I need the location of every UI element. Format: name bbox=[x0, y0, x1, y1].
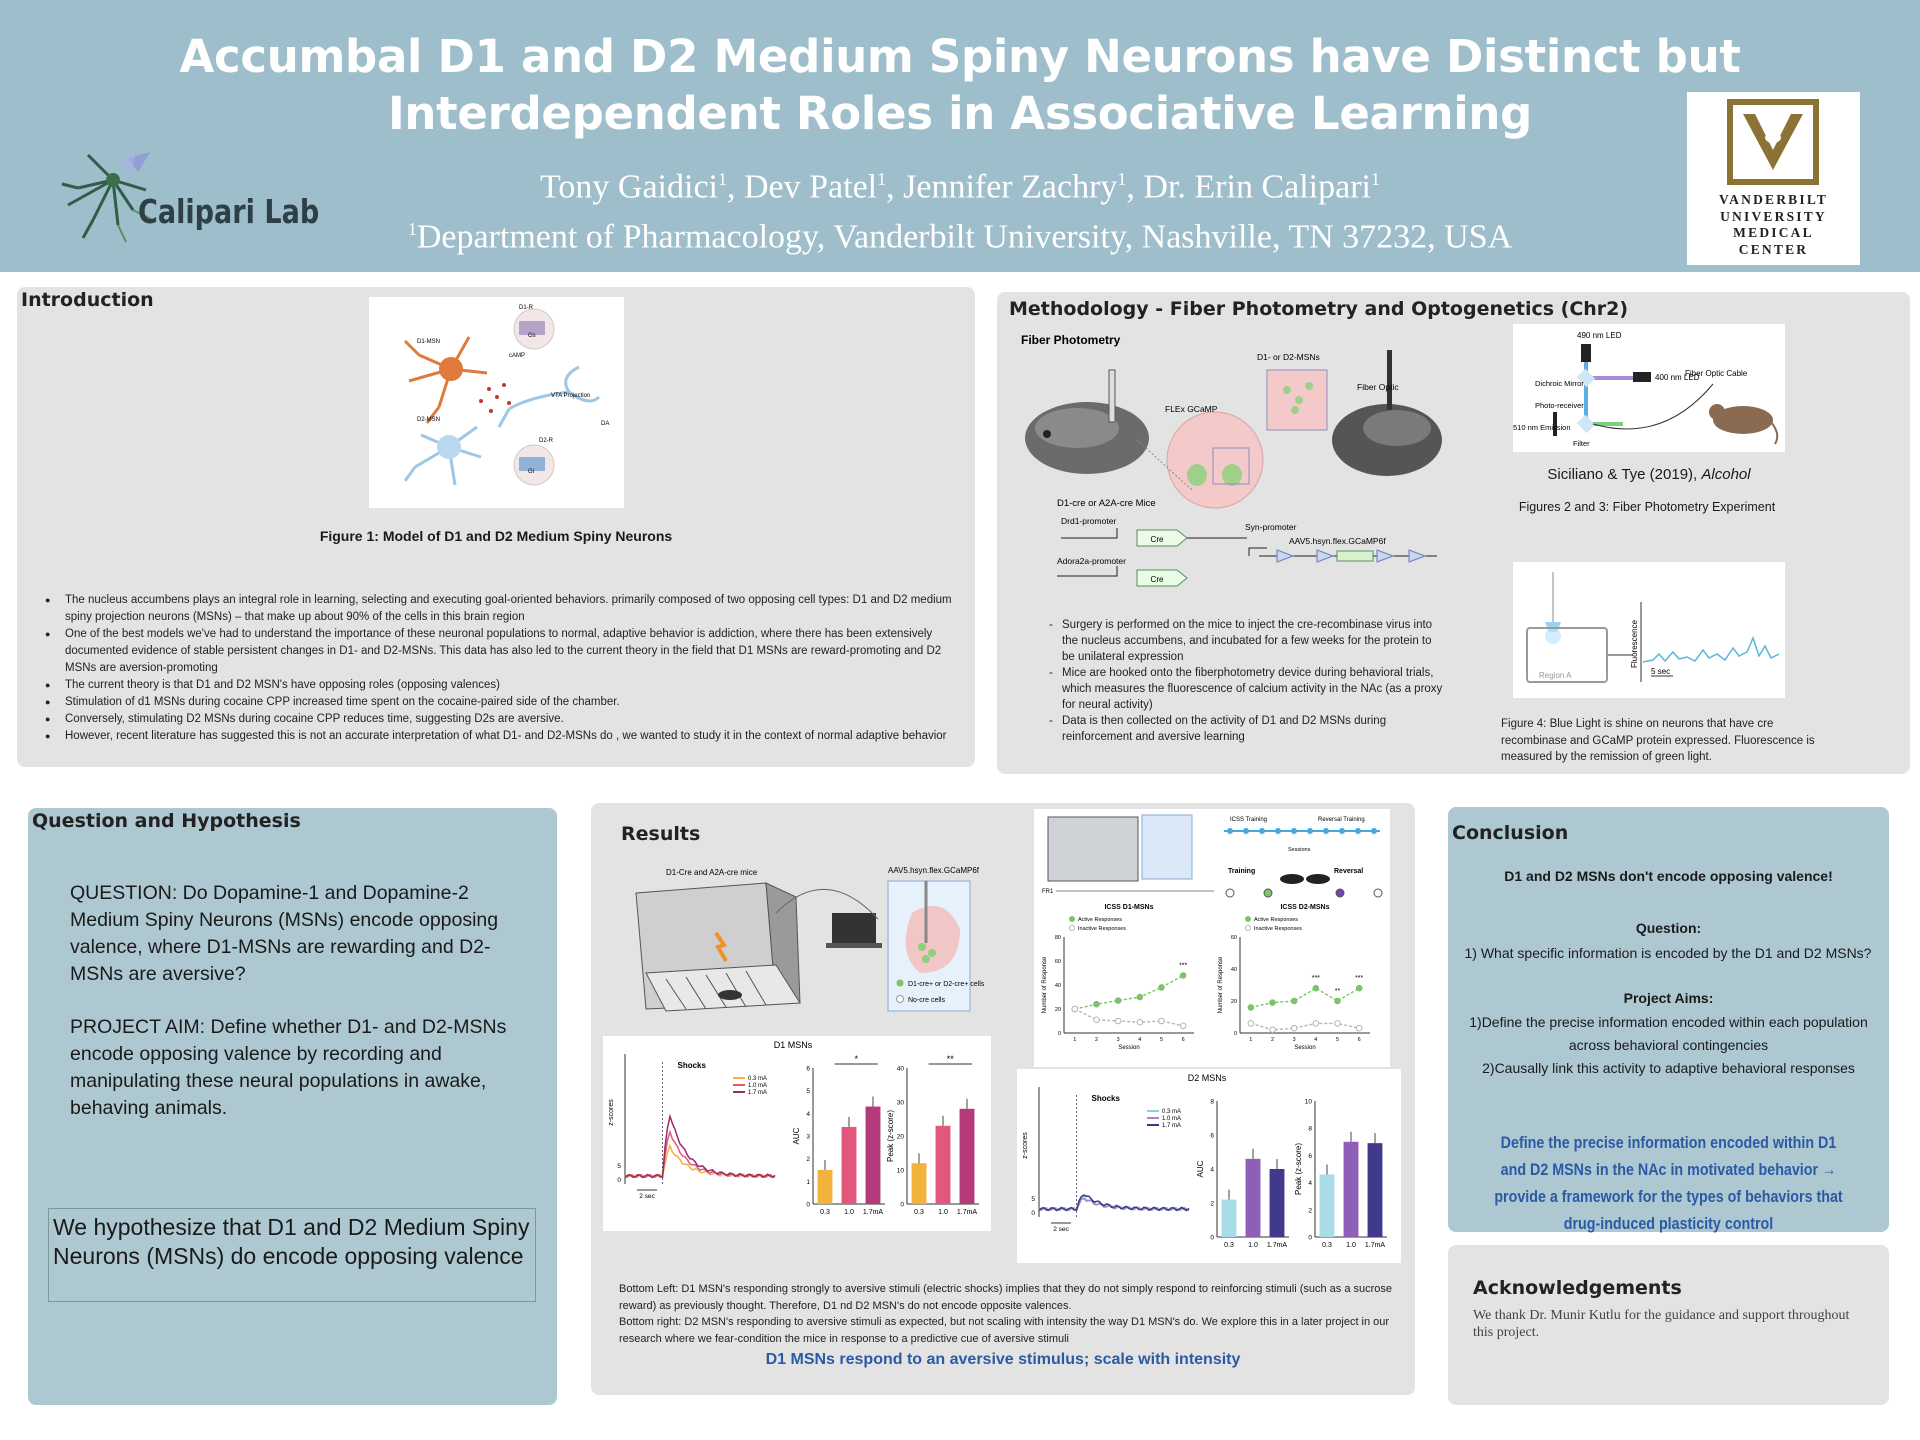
chart-icss-d1 bbox=[1042, 904, 1194, 1051]
bar bbox=[866, 1107, 881, 1204]
data-point bbox=[1159, 1018, 1165, 1024]
legend-label: Active Responses bbox=[1078, 917, 1123, 923]
legend-label: 0.3 mA bbox=[1162, 1109, 1182, 1115]
fig1-label-gi: Gi bbox=[528, 469, 534, 475]
hypothesis-box: We hypothesize that D1 and D2 Medium Spiny Neurons (MSNs) do encode opposing valence bbox=[48, 1208, 536, 1302]
fig1-label-d2msn: D2-MSN bbox=[417, 417, 441, 423]
author-list: Tony Gaidici$^1$, Dev Patel$^1$, Jennifer Zachry$^1$, Dr. Erin Calipari$^1$ bbox=[540, 168, 1380, 206]
results-key-finding: D1 MSNs respond to an aversive stimulus; scale with intensity bbox=[765, 1351, 1241, 1368]
legend-label: 1.7 mA bbox=[1162, 1123, 1182, 1129]
bar bbox=[1344, 1142, 1359, 1237]
fig1-label-d2r: D2-R bbox=[539, 438, 554, 444]
y-tick-label: 0 bbox=[1308, 1234, 1312, 1242]
scale-bar-label: 2 sec bbox=[639, 1193, 655, 1200]
results-caption-bottom-right: Bottom right: D2 MSN's responding to aversive stimuli as expected, but not scaling with intensity the way D1 MSN's do. We explore this in a later project in our research where we fear-condition the mice in response to a predictive cue of aversive stimuli bbox=[619, 1316, 1390, 1345]
fp-label-cre: Cre bbox=[1150, 535, 1164, 544]
introduction-title: Introduction bbox=[21, 289, 154, 311]
fig4-label-sec: 5 sec bbox=[1651, 667, 1671, 676]
icss-figure bbox=[1034, 809, 1390, 1067]
bar bbox=[1222, 1200, 1237, 1237]
project-aim: PROJECT AIM: Define whether D1- and D2-MSNs encode opposing valence by recording and manipulating these neural populations in awake, behaving animals. bbox=[70, 1016, 507, 1119]
data-point bbox=[1248, 1005, 1254, 1011]
vumc-line: UNIVERSITY bbox=[1720, 208, 1827, 224]
bar bbox=[912, 1163, 927, 1204]
x-tick-label: 6 bbox=[1357, 1037, 1361, 1043]
fig1-label-da: DA bbox=[601, 421, 610, 427]
y-tick-label: 10 bbox=[896, 1167, 904, 1175]
data-point bbox=[1270, 1000, 1276, 1006]
legend-label: Inactive Responses bbox=[1078, 926, 1126, 932]
conclusion-headline: D1 and D2 MSNs don't encode opposing valence! bbox=[1504, 868, 1833, 884]
data-point bbox=[1137, 1019, 1143, 1025]
vumc-line: VANDERBILT bbox=[1718, 192, 1829, 207]
chart-subtitle: Shocks bbox=[677, 1061, 706, 1070]
y-tick-label: 3 bbox=[806, 1133, 810, 1141]
x-tick-label: 3 bbox=[1292, 1037, 1296, 1043]
x-tick-label: 0.3 bbox=[1322, 1242, 1332, 1249]
results-title: Results bbox=[621, 823, 701, 845]
fluorescence-trace-illustration bbox=[1513, 562, 1785, 698]
figures-2-3-caption: Figures 2 and 3: Fiber Photometry Experiment bbox=[1518, 500, 1776, 514]
icss-label-reversal-training: Reversal Training bbox=[1318, 817, 1365, 823]
citation bbox=[1513, 466, 1785, 483]
fp-label-syn: Syn-promoter bbox=[1245, 522, 1297, 532]
legend-marker bbox=[1246, 917, 1251, 922]
conclusion-statement: Define the precise information encoded within D1 and D2 MSNs in the NAc in motivated behavior → provide a framework for the types of behaviors that drug-induced plasticity control bbox=[1494, 1133, 1843, 1233]
acknowledgements-text: We thank Dr. Munir Kutlu for the guidance and support throughout this project. bbox=[1473, 1308, 1850, 1340]
fp-diagram-illustration bbox=[1017, 330, 1447, 605]
conclusion-question-text: 1) What specific information is encoded by the D1 and D2 MSNs? bbox=[1464, 945, 1872, 961]
bar bbox=[818, 1170, 833, 1204]
data-point bbox=[1291, 998, 1297, 1004]
data-point bbox=[1072, 1006, 1078, 1012]
results-caption-bottom-left: Bottom Left: D1 MSN's responding strongly to aversive stimuli (electric shocks) implies that they do not simply respond to reinforcing stimuli (such as a sucrose reward) as previously thought. Therefore, D1 nd D2 MSN's do not encode opposite valences. bbox=[619, 1283, 1393, 1312]
fp-label-aav: AAV5.hsyn.flex.GCaMP6f bbox=[1289, 536, 1386, 546]
x-tick-label: 0.3 bbox=[1224, 1242, 1234, 1249]
fp-label-mice: D1-cre or A2A-cre Mice bbox=[1057, 498, 1156, 509]
x-tick-label: 2 bbox=[1270, 1037, 1275, 1043]
y-tick-label: 2 bbox=[806, 1156, 810, 1164]
series-line bbox=[625, 1146, 775, 1178]
methodology-title: Methodology - Fiber Photometry and Optogenetics (Chr2) bbox=[1009, 298, 1629, 320]
icss-label-sessions: Sessions bbox=[1288, 847, 1311, 853]
methodology-bullets bbox=[1047, 617, 1447, 745]
shock-chamber-illustration bbox=[626, 853, 985, 1013]
bar bbox=[1368, 1143, 1383, 1237]
legend-label: 1.0 mA bbox=[748, 1083, 768, 1089]
y-axis-label: Peak (z-score) bbox=[886, 1109, 895, 1163]
x-tick-label: 1 bbox=[1249, 1037, 1253, 1043]
y-tick-label: 10 bbox=[1304, 1098, 1312, 1106]
list-item: - Mice are hooked onto the fiberphotometry device during behavioral trials, which measures the fluorescence of calcium activity in the NAc (as a proxy for neural activity) bbox=[1047, 665, 1447, 713]
vanderbilt-shield-icon bbox=[1687, 92, 1860, 192]
y-tick-label: 4 bbox=[1308, 1180, 1312, 1188]
conclusion-aim-1: 1)Define the precise information encoded within each population across behavioral contingencies bbox=[1469, 1014, 1868, 1053]
y-tick-label: 5 bbox=[1031, 1196, 1035, 1203]
results-label-cells-pos: D1-cre+ or D2-cre+ cells bbox=[908, 981, 985, 988]
bar bbox=[960, 1109, 975, 1204]
calipari-lab-logo bbox=[58, 150, 318, 250]
data-point bbox=[1313, 985, 1319, 991]
legend-label: Inactive Responses bbox=[1254, 926, 1302, 932]
y-tick-label: 6 bbox=[806, 1065, 810, 1073]
y-tick-label: 0 bbox=[1057, 1031, 1061, 1037]
icss-label-fr1: FR1 bbox=[1042, 889, 1054, 895]
vumc-line: MEDICAL bbox=[1733, 225, 1814, 240]
data-point bbox=[1335, 1021, 1341, 1027]
author-name: Jennifer Zachry bbox=[903, 168, 1118, 206]
series-line bbox=[1075, 1009, 1183, 1026]
chart-title: D2 MSNs bbox=[1187, 1073, 1227, 1083]
author-name: Tony Gaidici bbox=[540, 168, 718, 206]
fp-label-msns: D1- or D2-MSNs bbox=[1257, 352, 1320, 362]
y-tick-label: 8 bbox=[1210, 1098, 1214, 1106]
data-point bbox=[1356, 985, 1362, 991]
y-axis-label: z-scores bbox=[608, 1099, 615, 1126]
fp-diagram-title: Fiber Photometry bbox=[1021, 333, 1121, 347]
shock-chamber-figure bbox=[626, 853, 985, 1013]
significance-marker: *** bbox=[1179, 962, 1188, 970]
x-tick-label: 1.0 bbox=[938, 1209, 948, 1216]
list-item: ● Conversely, stimulating D2 MSNs during cocaine CPP reduces time, suggesting D2s are aversive. bbox=[35, 711, 955, 728]
chart-icss-d2 bbox=[1218, 904, 1370, 1051]
data-point bbox=[1180, 1023, 1186, 1029]
y-tick-label: 60 bbox=[1054, 959, 1061, 965]
research-question: QUESTION: Do Dopamine-1 and Dopamine-2 Medium Spiny Neurons (MSNs) encode opposing valence, where D1-MSNs are rewarding and D2-MSNs are aversive? bbox=[70, 882, 499, 985]
bar bbox=[1320, 1174, 1335, 1237]
bar bbox=[936, 1126, 951, 1204]
bar bbox=[842, 1127, 857, 1204]
y-tick-label: 40 bbox=[1230, 967, 1237, 973]
y-tick-label: 5 bbox=[806, 1088, 810, 1096]
affiliation bbox=[300, 208, 1620, 258]
figure-4-caption: Figure 4: Blue Light is shine on neurons that have cre recombinase and GCaMP protein expressed. Fluorescence is measured by the remission of green light. bbox=[1501, 718, 1815, 763]
legend-marker bbox=[1070, 926, 1075, 931]
chart-subtitle: Shocks bbox=[1091, 1094, 1120, 1103]
fig1-label-gs: Gs bbox=[528, 333, 536, 339]
data-point bbox=[1180, 973, 1186, 979]
x-tick-label: 4 bbox=[1138, 1037, 1142, 1043]
fig1-label-d1msn: D1-MSN bbox=[417, 339, 441, 345]
fig1-label-d1r: D1-R bbox=[519, 305, 534, 311]
series-line bbox=[625, 1132, 775, 1177]
y-axis-label: Number of Response bbox=[1218, 956, 1224, 1014]
fp-label-fiber-optic: Fiber Optic bbox=[1357, 382, 1399, 392]
significance-marker: *** bbox=[1355, 975, 1364, 983]
data-point bbox=[1115, 1018, 1121, 1024]
d2-shock-figure bbox=[1017, 1069, 1401, 1263]
data-point bbox=[1094, 1001, 1100, 1007]
list-item: - Surgery is performed on the mice to inject the cre-recombinase virus into the nucleus accumbens, and incubated for a few weeks for the protein to be unilateral expression bbox=[1047, 617, 1447, 665]
figure-1-msn-model bbox=[369, 297, 624, 508]
y-tick-label: 1 bbox=[806, 1178, 810, 1186]
figure-4-fluorescence bbox=[1513, 562, 1785, 698]
setup-label-led490: 490 nm LED bbox=[1577, 331, 1622, 340]
fp-label-cre-2: Cre bbox=[1150, 575, 1164, 584]
y-tick-label: 40 bbox=[896, 1065, 904, 1073]
d1-shock-figure bbox=[603, 1036, 991, 1231]
legend-marker bbox=[1246, 926, 1251, 931]
list-item: ● One of the best models we've had to understand the importance of these neuronal populations to normal, adaptive behavior is addiction, where there has been extensively documented evidence of stable persistent changes in D1- and D2-MSNs. This data has also led to the current theory in the field that D1 MSNs are reward-promoting and D2 MSNs are aversion-promoting bbox=[35, 626, 955, 677]
y-tick-label: 4 bbox=[1210, 1166, 1214, 1174]
fp-label-adora: Adora2a-promoter bbox=[1057, 556, 1126, 566]
y-tick-label: 30 bbox=[896, 1099, 904, 1107]
x-axis-label: Session bbox=[1118, 1045, 1140, 1051]
list-item: - Data is then collected on the activity of D1 and D2 MSNs during reinforcement and aversive learning bbox=[1047, 713, 1447, 745]
x-tick-label: 1.7mA bbox=[862, 1209, 884, 1216]
conclusion-question-label: Question: bbox=[1635, 920, 1702, 936]
results-panel bbox=[591, 803, 1415, 1395]
setup-label-filter: Filter bbox=[1573, 439, 1590, 448]
significance-marker: ** bbox=[946, 1054, 954, 1064]
x-tick-label: 2 bbox=[1094, 1037, 1099, 1043]
fig1-label-vta: VTA Projection bbox=[551, 393, 591, 399]
question-hypothesis-title: Question and Hypothesis bbox=[32, 810, 301, 832]
x-tick-label: 1.7mA bbox=[1266, 1242, 1288, 1249]
data-point bbox=[1094, 1017, 1100, 1023]
chart-title: ICSS D1-MSNs bbox=[1104, 904, 1154, 911]
y-axis-label: AUC bbox=[792, 1127, 801, 1145]
significance-marker: ** bbox=[1334, 988, 1341, 995]
data-point bbox=[1270, 1027, 1276, 1033]
list-item: ● Stimulation of d1 MSNs during cocaine CPP increased time spent on the cocaine-paired side of the chamber. bbox=[35, 694, 955, 711]
y-tick-label: 0 bbox=[806, 1201, 810, 1209]
poster-header bbox=[0, 0, 1920, 272]
setup-label-led400: 400 nm LED bbox=[1655, 373, 1700, 382]
author-affil: 1 bbox=[1117, 169, 1127, 189]
data-point bbox=[1356, 1025, 1362, 1031]
y-tick-label: 6 bbox=[1210, 1132, 1214, 1140]
y-tick-label: 2 bbox=[1210, 1200, 1214, 1208]
results-caption bbox=[619, 1281, 1399, 1347]
series-line bbox=[625, 1116, 775, 1177]
conclusion-panel bbox=[1448, 807, 1889, 1232]
data-point bbox=[1137, 994, 1143, 1000]
y-axis-label: Number of Response bbox=[1042, 956, 1048, 1014]
conclusion-aims-label: Project Aims: bbox=[1623, 990, 1714, 1006]
data-point bbox=[1291, 1025, 1297, 1031]
legend-marker bbox=[1070, 917, 1075, 922]
x-tick-label: 1.7mA bbox=[956, 1209, 978, 1216]
introduction-panel bbox=[17, 287, 975, 767]
significance-marker: * bbox=[854, 1054, 858, 1064]
conclusion-aim-2: 2)Causally link this activity to adaptive behavioral responses bbox=[1482, 1060, 1855, 1076]
setup-label-emission: 510 nm Emission bbox=[1513, 423, 1571, 432]
conclusion-question bbox=[1458, 942, 1878, 965]
x-tick-label: 6 bbox=[1181, 1037, 1185, 1043]
acknowledgements-title: Acknowledgements bbox=[1473, 1277, 1682, 1299]
x-tick-label: 4 bbox=[1314, 1037, 1318, 1043]
lab-logo-text: Calipari Lab bbox=[138, 192, 320, 231]
legend-label: 1.7 mA bbox=[748, 1090, 768, 1096]
x-tick-label: 1.0 bbox=[844, 1209, 854, 1216]
series-line bbox=[1251, 1023, 1359, 1029]
list-item: ● The current theory is that D1 and D2 MSN's have opposing roles (opposing valences) bbox=[35, 677, 955, 694]
setup-label-dichroic: Dichroic Mirror bbox=[1535, 379, 1584, 388]
y-tick-label: 60 bbox=[1230, 935, 1237, 941]
x-tick-label: 5 bbox=[1335, 1037, 1340, 1043]
y-tick-label: 20 bbox=[896, 1133, 904, 1141]
author-block bbox=[300, 158, 1620, 259]
x-axis-label: Session bbox=[1294, 1045, 1316, 1051]
y-tick-label: 0 bbox=[1031, 1210, 1035, 1217]
data-point bbox=[1335, 998, 1341, 1004]
y-tick-label: 0 bbox=[900, 1201, 904, 1209]
msn-model-illustration bbox=[369, 297, 624, 508]
results-label-cells-neg: No-cre cells bbox=[908, 997, 945, 1004]
fiber-photometry-diagram bbox=[1017, 330, 1447, 605]
series-line bbox=[1075, 975, 1183, 1009]
x-tick-label: 1 bbox=[1073, 1037, 1077, 1043]
icss-label-training: ICSS Training bbox=[1230, 817, 1268, 823]
fp-setup-illustration bbox=[1513, 324, 1785, 452]
d2-shock-charts bbox=[1017, 1069, 1401, 1263]
fiber-photometry-setup-figure bbox=[1513, 324, 1785, 452]
y-tick-label: 8 bbox=[1308, 1125, 1312, 1133]
y-axis-label: Peak (z-score) bbox=[1294, 1142, 1303, 1196]
vumc-logo bbox=[1687, 92, 1860, 265]
citation-authors: Siciliano & Tye (2019), bbox=[1547, 466, 1702, 483]
affiliation-text: Department of Pharmacology, Vanderbilt University, Nashville, TN 37232, USA bbox=[416, 218, 1513, 256]
question-hypothesis-panel bbox=[28, 808, 557, 1405]
list-item: ● However, recent literature has suggested this is not an accurate interpretation of what D1- and D2-MSNs do , we wanted to study it in the context of normal adaptive behavior bbox=[35, 728, 955, 745]
y-tick-label: 4 bbox=[806, 1110, 810, 1118]
scale-bar-label: 2 sec bbox=[1053, 1226, 1069, 1233]
y-axis-label: AUC bbox=[1196, 1160, 1205, 1178]
data-point bbox=[1115, 998, 1121, 1004]
y-tick-label: 20 bbox=[1054, 1007, 1061, 1013]
x-tick-label: 3 bbox=[1116, 1037, 1120, 1043]
series-line bbox=[1039, 1199, 1189, 1211]
author-name: Dev Patel bbox=[743, 168, 878, 206]
legend-label: 0.3 mA bbox=[748, 1076, 768, 1082]
affiliation-sup: 1 bbox=[407, 219, 417, 240]
y-tick-label: 80 bbox=[1054, 935, 1061, 941]
citation-journal: Alcohol bbox=[1701, 466, 1751, 483]
vumc-logo-text bbox=[1687, 192, 1860, 258]
x-tick-label: 1.0 bbox=[1346, 1242, 1356, 1249]
x-tick-label: 0.3 bbox=[914, 1209, 924, 1216]
list-item: ● The nucleus accumbens plays an integral role in learning, selecting and executing goal-oriented behaviors. primarily composed of two opposing cell types: D1 and D2 medium spiny projection neurons (MSNs) – that make up about 90% of the cells in this brain region bbox=[35, 592, 955, 626]
data-point bbox=[1159, 985, 1165, 991]
author-affil: 1 bbox=[717, 169, 727, 189]
x-tick-label: 5 bbox=[1159, 1037, 1164, 1043]
results-label-aav: AAV5.hsyn.flex.GCaMP6f bbox=[888, 866, 979, 875]
chart-title: D1 MSNs bbox=[773, 1040, 813, 1050]
y-tick-label: 6 bbox=[1308, 1152, 1312, 1160]
series-line bbox=[1251, 988, 1359, 1007]
results-label-mice: D1-Cre and A2A-cre mice bbox=[666, 868, 758, 877]
author-name: Dr. Erin Calipari bbox=[1143, 168, 1371, 206]
y-tick-label: 0 bbox=[617, 1177, 621, 1184]
data-point bbox=[1313, 1021, 1319, 1027]
x-tick-label: 0.3 bbox=[820, 1209, 830, 1216]
chart-title: ICSS D2-MSNs bbox=[1280, 904, 1330, 911]
fp-label-flex: FLEx GCaMP bbox=[1165, 404, 1218, 414]
x-tick-label: 1.0 bbox=[1248, 1242, 1258, 1249]
title-line-2: Interdependent Roles in Associative Learning bbox=[387, 87, 1533, 140]
y-tick-label: 0 bbox=[1210, 1234, 1214, 1242]
legend-label: 1.0 mA bbox=[1162, 1116, 1182, 1122]
title-line-1: Accumbal D1 and D2 Medium Spiny Neurons have Distinct but bbox=[179, 30, 1741, 83]
fig4-label-region: Region A bbox=[1539, 671, 1572, 680]
bar bbox=[1246, 1159, 1261, 1237]
y-tick-label: 2 bbox=[1308, 1207, 1312, 1215]
legend-label: Active Responses bbox=[1254, 917, 1299, 923]
vumc-line: CENTER bbox=[1738, 241, 1809, 257]
d1-shock-charts bbox=[603, 1036, 991, 1231]
author-affil: 1 bbox=[877, 169, 887, 189]
y-tick-label: 0 bbox=[1233, 1031, 1237, 1037]
y-tick-label: 20 bbox=[1230, 999, 1237, 1005]
acknowledgements-panel bbox=[1448, 1245, 1889, 1405]
y-tick-label: 40 bbox=[1054, 983, 1061, 989]
conclusion-title: Conclusion bbox=[1452, 822, 1569, 844]
y-axis-label: z-scores bbox=[1022, 1132, 1029, 1159]
setup-label-photo: Photo-receiver bbox=[1535, 401, 1584, 410]
introduction-bullets bbox=[35, 592, 955, 745]
fig1-label-camp: cAMP bbox=[509, 353, 526, 359]
poster-title bbox=[100, 28, 1820, 142]
data-point bbox=[1248, 1021, 1254, 1027]
significance-marker: *** bbox=[1311, 975, 1320, 983]
icss-label-reversal: Reversal bbox=[1334, 868, 1364, 875]
bar bbox=[1270, 1169, 1285, 1237]
y-tick-label: 5 bbox=[617, 1163, 621, 1170]
methodology-panel bbox=[997, 292, 1910, 774]
fig4-label-fluorescence: Fluorescence bbox=[1630, 619, 1639, 668]
icss-label-training2: Training bbox=[1228, 868, 1256, 875]
icss-charts bbox=[1034, 809, 1390, 1067]
figure-1-caption: Figure 1: Model of D1 and D2 Medium Spiny Neurons bbox=[319, 528, 673, 544]
fp-label-drd1: Drd1-promoter bbox=[1061, 516, 1117, 526]
x-tick-label: 1.7mA bbox=[1364, 1242, 1386, 1249]
author-affil: 1 bbox=[1370, 169, 1380, 189]
setup-label-cable: Fiber Optic Cable bbox=[1685, 369, 1748, 378]
